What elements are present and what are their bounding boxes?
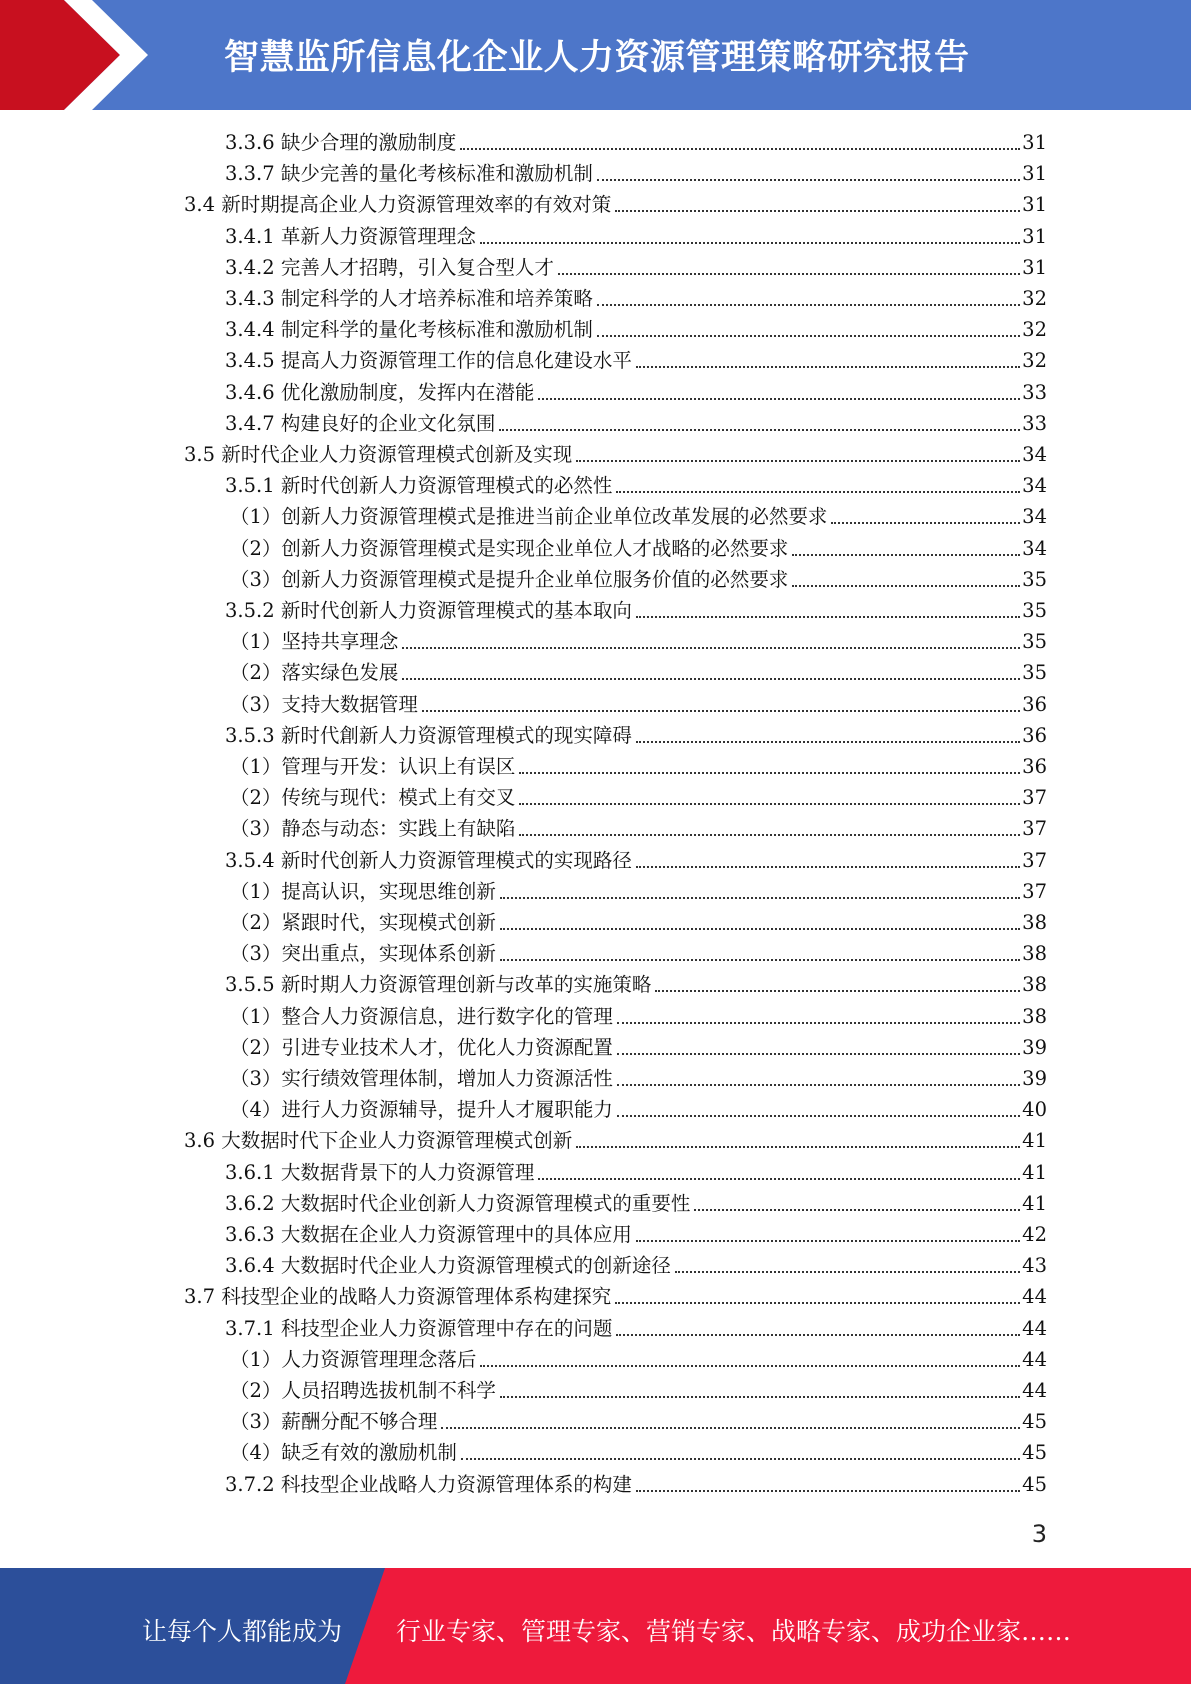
toc-entry[interactable]	[225, 1157, 1047, 1188]
toc-entry-title: （1）管理与开发：认识上有误区	[230, 755, 516, 778]
toc-entry[interactable]	[230, 533, 1047, 564]
toc-entry[interactable]	[225, 720, 1047, 751]
toc-entry-page: 41	[1022, 1191, 1047, 1215]
toc-entry-page: 44	[1022, 1347, 1047, 1371]
toc-dot-leader	[597, 179, 1020, 181]
toc-entry-title: 3.4.6 优化激励制度，发挥内在潜能	[225, 380, 535, 404]
page-footer	[0, 1568, 1191, 1684]
toc-entry[interactable]	[225, 1188, 1047, 1219]
toc-entry-title: 3.3.7 缺少完善的量化考核标准和激励机制	[225, 162, 593, 186]
toc-dot-leader	[500, 959, 1020, 961]
toc-entry-title: 3.5.5 新时期人力资源管理创新与改革的实施策略	[225, 973, 652, 997]
toc-entry[interactable]	[230, 907, 1047, 938]
toc-entry-page: 36	[1022, 692, 1047, 716]
toc-entry[interactable]	[225, 595, 1047, 626]
toc-entry-title: （1）人力资源管理理念落后	[230, 1347, 477, 1371]
toc-entry-page: 45	[1022, 1472, 1047, 1496]
toc-entry-page: 43	[1022, 1254, 1047, 1278]
toc-entry-title: （4）缺乏有效的激励机制	[230, 1441, 457, 1465]
toc-entry-title: （3）薪酬分配不够合理	[230, 1410, 438, 1434]
toc-entry-page: 33	[1022, 380, 1047, 404]
toc-dot-leader	[402, 647, 1020, 649]
toc-entry-title: 3.4 新时期提高企业人力资源管理效率的有效对策	[184, 193, 612, 217]
toc-entry-page: 31	[1022, 131, 1047, 154]
toc-entry-title: （2）人员招聘选拔机制不科学	[230, 1379, 496, 1402]
toc-entry-title: 3.4.4 制定科学的量化考核标准和激励机制	[225, 318, 593, 342]
toc-dot-leader	[636, 741, 1020, 743]
toc-dot-leader	[597, 335, 1020, 337]
toc-entry-page: 36	[1022, 723, 1047, 747]
toc-entry-title: 3.6 大数据时代下企业人力资源管理模式创新	[184, 1129, 573, 1153]
toc-entry-title: （3）支持大数据管理	[230, 692, 418, 716]
toc-entry-title: 3.5 新时代企业人力资源管理模式创新及实现	[184, 443, 573, 466]
toc-dot-leader	[617, 1022, 1020, 1024]
toc-dot-leader	[655, 990, 1020, 992]
toc-entry[interactable]	[225, 1250, 1047, 1281]
toc-entry-page: 45	[1022, 1441, 1047, 1465]
toc-entry-page: 35	[1022, 599, 1047, 622]
toc-entry[interactable]	[225, 969, 1047, 1000]
toc-entry[interactable]	[230, 751, 1047, 782]
toc-entry[interactable]	[230, 1063, 1047, 1094]
toc-dot-leader	[576, 1146, 1020, 1148]
toc-entry-page: 37	[1022, 848, 1047, 872]
toc-dot-leader	[694, 1209, 1020, 1211]
toc-entry-title: 3.4.2 完善人才招聘，引入复合型人才	[225, 255, 554, 279]
toc-entry-page: 38	[1022, 973, 1047, 997]
toc-entry[interactable]	[225, 345, 1047, 376]
toc-entry-title: （4）进行人力资源辅导，提升人才履职能力	[230, 1098, 613, 1122]
toc-entry-page: 31	[1022, 193, 1047, 217]
toc-entry-title: 3.6.2 大数据时代企业创新人力资源管理模式的重要性	[225, 1191, 691, 1215]
toc-entry-title: 3.5.2 新时代创新人力资源管理模式的基本取向	[225, 599, 632, 622]
toc-dot-leader	[480, 1365, 1020, 1367]
toc-entry-title: 3.4.3 制定科学的人才培养标准和培养策略	[225, 287, 593, 310]
toc-entry-title: （1）整合人力资源信息，进行数字化的管理	[230, 1004, 613, 1028]
toc-entry[interactable]	[230, 782, 1047, 813]
toc-entry[interactable]	[225, 283, 1047, 314]
toc-dot-leader	[636, 1240, 1020, 1242]
toc-dot-leader	[576, 460, 1020, 462]
toc-entry-title: 3.6.1 大数据背景下的人力资源管理	[225, 1160, 535, 1184]
toc-entry[interactable]	[225, 470, 1047, 501]
toc-entry-title: 3.4.7 构建良好的企业文化氛围	[225, 411, 496, 435]
toc-entry-page: 37	[1022, 786, 1047, 810]
toc-entry-page: 35	[1022, 567, 1047, 591]
toc-entry[interactable]	[230, 689, 1047, 720]
toc-dot-leader	[538, 398, 1020, 400]
toc-dot-leader	[500, 928, 1020, 930]
toc-entry-title: （3）突出重点，实现体系创新	[230, 942, 496, 966]
toc-entry-page: 36	[1022, 755, 1047, 778]
toc-dot-leader	[500, 897, 1020, 899]
toc-entry[interactable]	[230, 626, 1047, 657]
toc-dot-leader	[460, 148, 1020, 150]
toc-dot-leader	[617, 1053, 1020, 1055]
toc-entry[interactable]	[184, 1125, 1047, 1156]
toc-entry[interactable]	[225, 127, 1047, 158]
toc-entry[interactable]	[225, 408, 1047, 439]
toc-entry[interactable]	[184, 1281, 1047, 1312]
toc-entry-page: 44	[1022, 1285, 1047, 1309]
toc-dot-leader	[616, 1334, 1020, 1336]
toc-dot-leader	[636, 366, 1020, 368]
toc-dot-leader	[597, 304, 1020, 306]
toc-entry-title: （2）传统与现代：模式上有交叉	[230, 786, 516, 810]
page-number: 3	[1031, 1520, 1047, 1548]
toc-entry-page: 32	[1022, 287, 1047, 310]
toc-entry[interactable]	[230, 1032, 1047, 1063]
toc-entry-page: 44	[1022, 1379, 1047, 1402]
toc-entry-title: （3）实行绩效管理体制，增加人力资源活性	[230, 1067, 613, 1090]
toc-entry-title: 3.5.4 新时代创新人力资源管理模式的实现路径	[225, 848, 632, 872]
toc-entry-page: 33	[1022, 411, 1047, 435]
toc-entry-title: （2）引进专业技术人才，优化人力资源配置	[230, 1035, 613, 1059]
toc-dot-leader	[422, 710, 1020, 712]
toc-dot-leader	[617, 1084, 1020, 1086]
toc-dot-leader	[792, 585, 1020, 587]
toc-dot-leader	[636, 1490, 1020, 1492]
toc-entry-title: （3）静态与动态：实践上有缺陷	[230, 817, 516, 841]
toc-entry[interactable]	[225, 1469, 1047, 1500]
toc-entry-page: 31	[1022, 255, 1047, 279]
toc-dot-leader	[616, 491, 1020, 493]
toc-entry-page: 38	[1022, 942, 1047, 966]
toc-entry-page: 37	[1022, 879, 1047, 903]
toc-entry[interactable]	[230, 1437, 1047, 1468]
footer-slogan-lead: 让每个人都能成为	[142, 1617, 343, 1646]
toc-dot-leader	[675, 1271, 1020, 1273]
toc-entry[interactable]	[230, 876, 1047, 907]
toc-dot-leader	[615, 210, 1020, 212]
toc-entry[interactable]	[225, 314, 1047, 345]
toc-entry-title: （1）提高认识，实现思维创新	[230, 879, 496, 903]
toc-entry-page: 32	[1022, 318, 1047, 342]
header-chevron-decoration	[0, 0, 160, 110]
toc-entry[interactable]	[230, 501, 1047, 532]
toc-dot-leader	[615, 1302, 1020, 1304]
toc-entry-page: 34	[1022, 536, 1047, 560]
toc-entry-page: 39	[1022, 1035, 1047, 1059]
toc-entry-page: 32	[1022, 349, 1047, 373]
toc-entry[interactable]	[225, 845, 1047, 876]
toc-entry-page: 37	[1022, 817, 1047, 841]
toc-entry-page: 38	[1022, 911, 1047, 934]
toc-dot-leader	[792, 554, 1020, 556]
toc-dot-leader	[519, 772, 1020, 774]
toc-entry[interactable]	[184, 439, 1047, 470]
toc-entry-title: 3.5.1 新时代创新人力资源管理模式的必然性	[225, 474, 613, 498]
toc-entry-page: 35	[1022, 661, 1047, 685]
toc-entry[interactable]	[184, 189, 1047, 220]
toc-dot-leader	[480, 242, 1020, 244]
toc-dot-leader	[831, 522, 1020, 524]
toc-entry-title: 3.5.3 新时代創新人力资源管理模式的现实障碍	[225, 723, 632, 747]
toc-entry-page: 41	[1022, 1160, 1047, 1184]
toc-entry-page: 44	[1022, 1316, 1047, 1340]
toc-entry[interactable]	[230, 657, 1047, 688]
toc-entry-title: 3.4.5 提高人力资源管理工作的信息化建设水平	[225, 349, 632, 373]
toc-entry[interactable]	[225, 377, 1047, 408]
toc-entry-page: 45	[1022, 1410, 1047, 1434]
footer-slogan-roles: 行业专家、管理专家、营销专家、战略专家、成功企业家……	[396, 1617, 1072, 1646]
toc-entry[interactable]	[230, 1344, 1047, 1375]
report-title: 智慧监所信息化企业人力资源管理策略研究报告	[224, 38, 970, 78]
toc-entry-page: 34	[1022, 443, 1047, 466]
toc-dot-leader	[519, 834, 1020, 836]
toc-entry-page: 34	[1022, 474, 1047, 498]
toc-entry-title: 3.7.2 科技型企业战略人力资源管理体系的构建	[225, 1472, 632, 1496]
toc-entry-title: 3.7.1 科技型企业人力资源管理中存在的问题	[225, 1316, 613, 1340]
toc-entry[interactable]	[230, 813, 1047, 844]
toc-dot-leader	[402, 678, 1020, 680]
toc-entry[interactable]	[230, 938, 1047, 969]
toc-entry-title: （1）创新人力资源管理模式是推进当前企业单位改革发展的必然要求	[230, 505, 828, 529]
toc-entry-title: （2）落实绿色发展	[230, 661, 399, 685]
toc-dot-leader	[500, 1396, 1020, 1398]
toc-entry[interactable]	[225, 158, 1047, 189]
toc-entry-title: 3.6.3 大数据在企业人力资源管理中的具体应用	[225, 1223, 632, 1246]
toc-entry-title: 3.3.6 缺少合理的激励制度	[225, 131, 457, 154]
toc-entry-page: 34	[1022, 505, 1047, 529]
toc-entry-page: 39	[1022, 1067, 1047, 1090]
toc-entry-page: 31	[1022, 224, 1047, 248]
toc-entry-page: 40	[1022, 1098, 1047, 1122]
toc-dot-leader	[617, 1115, 1020, 1117]
toc-entry[interactable]	[225, 221, 1047, 252]
page-header	[0, 0, 1191, 110]
toc-entry[interactable]	[225, 252, 1047, 283]
toc-entry-title: 3.6.4 大数据时代企业人力资源管理模式的创新途径	[225, 1254, 671, 1278]
toc-dot-leader	[636, 866, 1020, 868]
toc-entry-title: （3）创新人力资源管理模式是提升企业单位服务价值的必然要求	[230, 567, 789, 591]
toc-entry-title: 3.4.1 革新人力资源管理理念	[225, 224, 476, 248]
toc-entry[interactable]	[225, 1313, 1047, 1344]
toc-entry[interactable]	[230, 564, 1047, 595]
toc-entry-page: 41	[1022, 1129, 1047, 1153]
toc-entry-page: 42	[1022, 1223, 1047, 1246]
toc-entry-title: （2）紧跟时代，实现模式创新	[230, 911, 496, 934]
toc-entry-page: 31	[1022, 162, 1047, 186]
toc-dot-leader	[461, 1458, 1020, 1460]
toc-entry-page: 35	[1022, 630, 1047, 654]
toc-entry-page: 38	[1022, 1004, 1047, 1028]
toc-dot-leader	[636, 616, 1020, 618]
toc-entry[interactable]	[230, 1375, 1047, 1406]
toc-entry[interactable]	[230, 1094, 1047, 1125]
toc-dot-leader	[538, 1178, 1020, 1180]
toc-entry-title: （2）创新人力资源管理模式是实现企业单位人才战略的必然要求	[230, 536, 789, 560]
toc-entry[interactable]	[230, 1001, 1047, 1032]
toc-entry[interactable]	[225, 1219, 1047, 1250]
toc-entry[interactable]	[230, 1406, 1047, 1437]
toc-dot-leader	[441, 1427, 1020, 1429]
toc-entry-title: 3.7 科技型企业的战略人力资源管理体系构建探究	[184, 1285, 612, 1309]
toc-entry-title: （1）坚持共享理念	[230, 630, 399, 654]
toc-dot-leader	[519, 803, 1020, 805]
toc-dot-leader	[558, 273, 1020, 275]
toc-dot-leader	[499, 429, 1020, 431]
